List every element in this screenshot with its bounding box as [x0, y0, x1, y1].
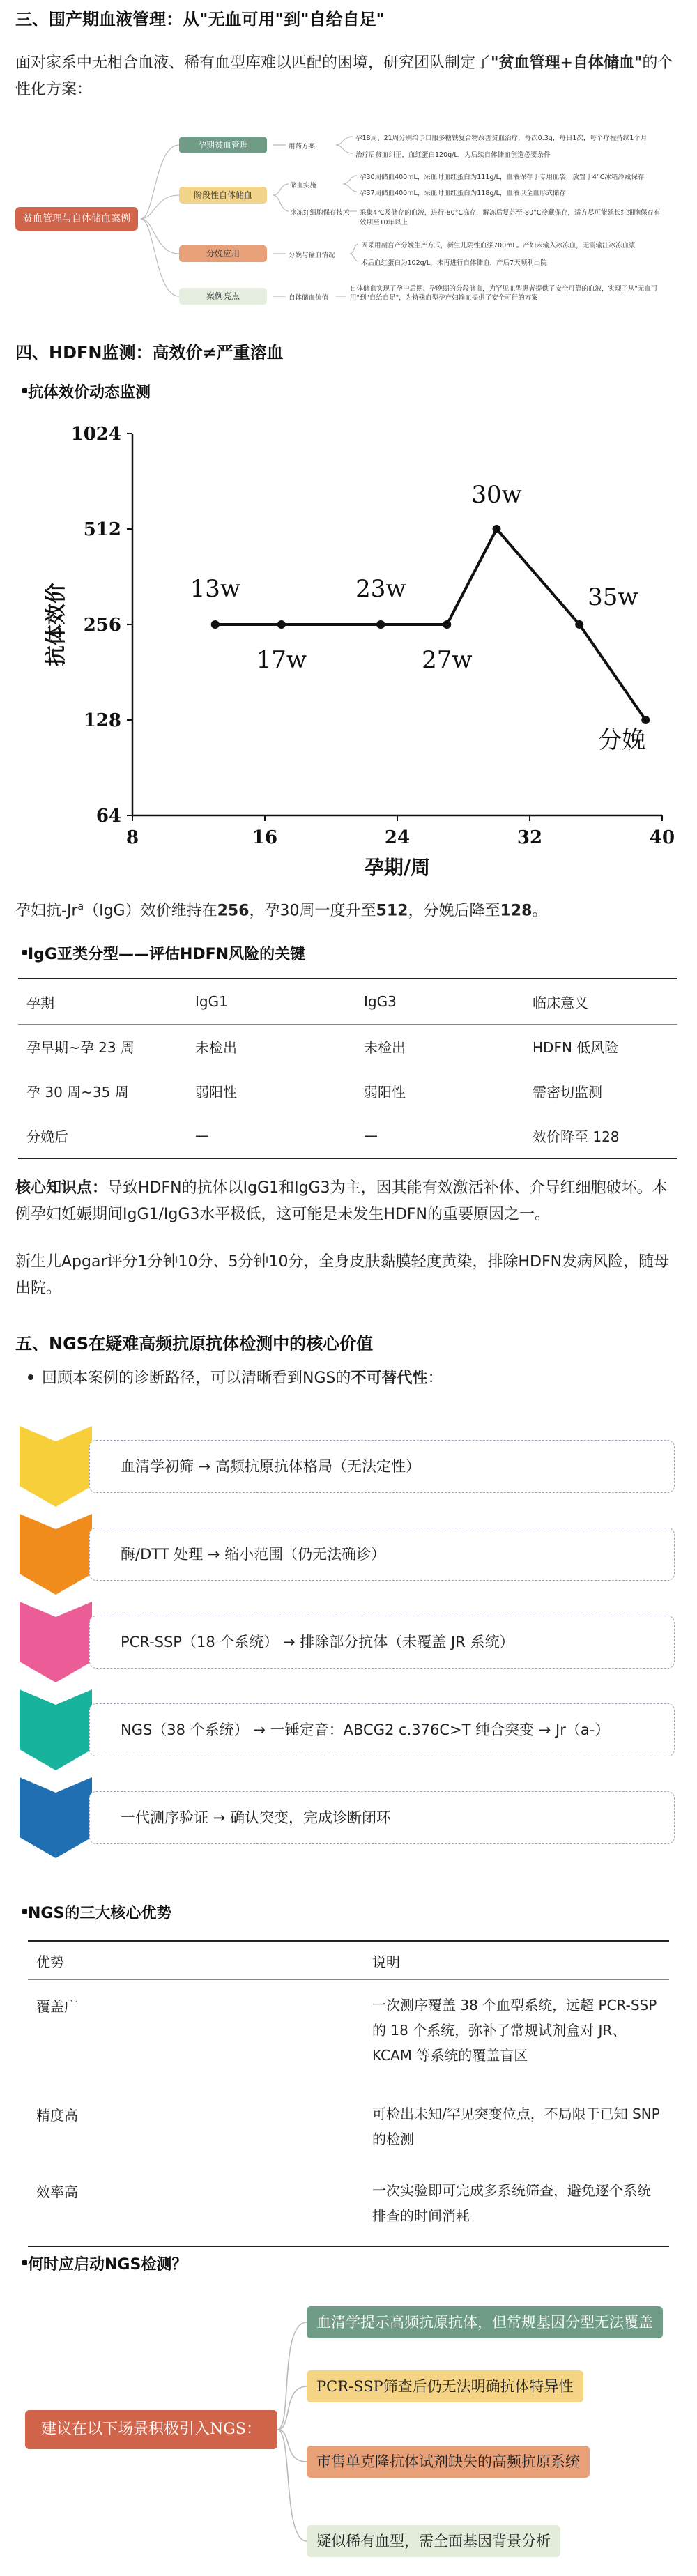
- data-label: 35w: [588, 583, 638, 611]
- summary-sup: a: [77, 901, 84, 912]
- intro-tail: 的个性化方案：: [15, 54, 673, 98]
- blood-management-mindmap: [15, 124, 684, 312]
- chevron-icon: [20, 1426, 92, 1507]
- data-point: [443, 620, 451, 629]
- data-point: [376, 620, 385, 629]
- sub-medication: 用药方案: [289, 143, 316, 151]
- branch-anemia: 孕期贫血管理: [179, 137, 267, 153]
- data-point: [641, 716, 650, 724]
- summary-bold: 512: [376, 902, 408, 920]
- chevron-icon: [20, 1602, 92, 1682]
- igg-cell: 分娩后: [26, 1128, 68, 1145]
- x-tick-label: 32: [516, 827, 543, 848]
- flow-step: [20, 1514, 675, 1595]
- chevron-icon: [20, 1689, 92, 1770]
- mindmap-root: 贫血管理与自体储血案例: [15, 207, 138, 231]
- igg-cell: 效价降至 128: [533, 1128, 620, 1145]
- adv-cell: 可检出未知/罕见突变位点，不局限于已知 SNP 的检测: [372, 2105, 660, 2147]
- flow-text: 酶/DTT 处理 → 缩小范围（仍无法确诊）: [121, 1546, 386, 1563]
- sub-transfusion: 分娩与输血情况: [289, 252, 335, 259]
- trigger-item: 疑似稀有血型，需全面基因背景分析: [307, 2525, 560, 2557]
- trigger-root: 建议在以下场景积极引入NGS：: [25, 2410, 277, 2449]
- y-tick-label: 64: [95, 806, 121, 827]
- summary-text: （IgG）效价维持在: [84, 902, 217, 920]
- igg-cell: 未检出: [364, 1039, 406, 1057]
- sub-value: 自体储血价值: [289, 294, 329, 302]
- leaf-text: 孕37周储血400mL，采血时血红蛋白为118g/L，血液以全血形式储存: [360, 190, 566, 197]
- data-label: 23w: [355, 575, 406, 603]
- data-label: 17w: [256, 646, 307, 674]
- trigger-item: 血清学提示高频抗原抗体，但常规基因分型无法覆盖: [307, 2306, 663, 2338]
- leaf-text: 治疗后贫血纠正，血红蛋白120g/L，为后续自体储血创造必要条件: [355, 151, 551, 159]
- y-tick-label: 1024: [70, 424, 121, 445]
- x-tick-label: 16: [252, 827, 278, 848]
- knowledge-text: 导致HDFN的抗体以IgG1和IgG3为主，因其能有效激活补体、介导红细胞破坏。本例孕妇妊娠期间IgG1/IgG3水平极低，这可能是未发生HDFN的重要原因之一。: [15, 1179, 668, 1223]
- table-row: [28, 2168, 669, 2246]
- titer-summary: [15, 894, 681, 924]
- summary-bold: 256: [217, 902, 250, 920]
- summary-text: ，分娩后降至: [408, 902, 500, 920]
- adv-header: 优势: [28, 1941, 364, 1980]
- leaf-text: 采集4℃及储存的血液，进行-80°C冻存，解冻后复苏至-80°C冷藏保存，适方尽可能延长红细胞保存有效期至10年以上: [360, 209, 661, 227]
- igg-header: IgG3: [355, 979, 524, 1025]
- flow-text: 一代测序验证 → 确认突变，完成诊断闭环: [121, 1809, 391, 1826]
- data-point: [211, 620, 220, 629]
- adv-cell: 一次实验即可完成多系统筛查，避免逐个系统排查的时间消耗: [372, 2182, 651, 2224]
- data-point: [575, 620, 583, 629]
- igg-cell: 弱阳性: [364, 1084, 406, 1101]
- flow-step: [20, 1426, 675, 1507]
- x-axis-label: 孕期/周: [364, 856, 431, 879]
- table-row: [28, 1980, 669, 2092]
- leaf-text: 因采用剖宫产分娩生产方式，新生儿阴性血浆700mL。产妇未输入冰冻血，无需输注冰冻血浆: [361, 242, 636, 250]
- summary-text: 孕妇抗-Jr: [15, 902, 78, 920]
- x-tick-label: 40: [649, 827, 675, 848]
- adv-header: 说明: [364, 1941, 669, 1980]
- flow-box: [89, 1440, 675, 1493]
- data-label: 分娩: [598, 726, 646, 754]
- table-row: [18, 1069, 677, 1114]
- trigger-item: PCR-SSP筛查后仍无法明确抗体特异性: [307, 2370, 583, 2402]
- flow-box: [89, 1616, 675, 1669]
- igg-cell: —: [364, 1127, 378, 1144]
- review-bold: 不可替代性: [351, 1370, 428, 1387]
- flow-box: [89, 1791, 675, 1844]
- leaf-text: 孕18周、21周分别给予口服多糖铁复合物改善贫血治疗，每次0.3g，每日1次，每个疗程持续1个月: [355, 135, 648, 142]
- titer-chart: [35, 418, 683, 879]
- igg-cell: 孕 30 周~35 周: [26, 1084, 129, 1101]
- flow-box: [89, 1528, 675, 1581]
- igg-cell: 弱阳性: [195, 1084, 237, 1101]
- branch-delivery: 分娩应用: [179, 245, 267, 262]
- chart-layer: [44, 424, 675, 879]
- igg-cell: —: [195, 1127, 209, 1144]
- igg-header: 临床意义: [524, 979, 677, 1025]
- table-row: [18, 1025, 677, 1069]
- sub-storage-impl: 储血实施: [290, 182, 317, 190]
- igg-table: [18, 978, 677, 1159]
- flow-text: 血清学初筛 → 高频抗原抗体格局（无法定性）: [121, 1458, 420, 1475]
- data-label: 30w: [471, 481, 522, 509]
- flow-step: [20, 1602, 675, 1682]
- section5-title: 五、NGS在疑难高频抗原抗体检测中的核心价值: [15, 1334, 374, 1354]
- advantages-heading: NGS的三大核心优势: [28, 1901, 171, 1923]
- flow-box: [89, 1703, 675, 1756]
- intro-bold: "贫血管理+自体储血": [491, 54, 643, 72]
- data-point: [277, 620, 286, 629]
- review-text: [42, 1366, 443, 1388]
- summary-text: ，孕30周一度升至: [249, 902, 376, 920]
- branch-highlight: 案例亮点: [179, 288, 267, 305]
- flow-text: PCR-SSP（18 个系统） → 排除部分抗体（未覆盖 JR 系统）: [121, 1634, 514, 1650]
- diagnostic-flow: [0, 1426, 697, 1886]
- adv-cell: 覆盖广: [36, 1998, 78, 2015]
- flow-step: [20, 1689, 675, 1770]
- flow-text: NGS（38 个系统） → 一锤定音：ABCG2 c.376C>T 纯合突变 → Jr（a-）: [121, 1722, 610, 1738]
- knowledge-label: 核心知识点：: [15, 1179, 108, 1197]
- leaf-text: 术后血红蛋白为102g/L，未再进行自体储血，产后7天顺利出院: [361, 259, 547, 267]
- section4-title: 四、HDFN监测：高效价≠严重溶血: [15, 343, 284, 362]
- leaf-text: 自体储血实现了孕中后期、孕晚期的分段储血，为罕见血型患者提供了安全可靠的血液，实现了从"无血可用"到"自给自足"，为特殊血型孕产妇输血提供了安全可行的方案: [350, 285, 658, 302]
- review-end: ：: [427, 1370, 443, 1387]
- leaf-text: 孕30周储血400mL，采血时血红蛋白为111g/L，血液保存于专用血袋，放置于4°C冰箱冷藏保存: [360, 174, 645, 181]
- sub-freeze-tech: 冰冻红细胞保存技术: [290, 209, 350, 217]
- igg-header: 孕期: [18, 979, 187, 1025]
- adv-cell: 效率高: [36, 2183, 78, 2200]
- igg-cell: 需密切监测: [533, 1084, 602, 1101]
- summary-text: 。: [532, 902, 548, 920]
- y-tick-label: 512: [83, 519, 121, 540]
- when-heading: 何时应启动NGS检测？: [28, 2253, 187, 2274]
- x-tick-label: 24: [384, 827, 411, 848]
- chevron-icon: [20, 1514, 92, 1595]
- chevron-icon: [20, 1777, 92, 1858]
- igg-heading: IgG亚类分型——评估HDFN风险的关键: [28, 942, 305, 964]
- adv-cell: 一次测序覆盖 38 个血型系统，远超 PCR-SSP 的 18 个系统，弥补了常规试剂盒对 JR、KCAM 等系统的覆盖盲区: [372, 1997, 657, 2064]
- chart-heading: 抗体效价动态监测: [28, 381, 151, 402]
- igg-header: IgG1: [187, 979, 355, 1025]
- igg-cell: HDFN 低风险: [533, 1039, 619, 1057]
- newborn-outcome: 新生儿Apgar评分1分钟10分、5分钟10分，全身皮肤黏膜轻度黄染，排除HDFN发病风险，随母出院。: [15, 1253, 670, 1297]
- intro-text: 面对家系中无相合血液、稀有血型库难以匹配的困境，研究团队制定了: [15, 54, 491, 72]
- section3-title: 三、围产期血液管理：从"无血可用"到"自给自足": [15, 10, 385, 29]
- flow-step: [20, 1777, 675, 1858]
- data-point: [493, 525, 501, 533]
- igg-cell: 孕早期~孕 23 周: [26, 1039, 135, 1057]
- x-tick-label: 8: [125, 827, 139, 848]
- section3-intro: [15, 50, 681, 103]
- y-axis-label: 抗体效价: [44, 583, 68, 666]
- igg-cell: 未检出: [195, 1039, 237, 1057]
- data-label: 27w: [422, 646, 473, 674]
- data-label: 13w: [190, 575, 240, 603]
- trigger-item: 市售单克隆抗体试剂缺失的高频抗原系统: [307, 2446, 590, 2478]
- knowledge-point: [15, 1175, 681, 1228]
- adv-cell: 精度高: [36, 2106, 78, 2124]
- table-row: [28, 2092, 669, 2168]
- review-pre: 回顾本案例的诊断路径，可以清晰看到NGS的: [42, 1370, 351, 1387]
- branch-storage: 阶段性自体储血: [179, 187, 267, 204]
- table-row: [18, 1114, 677, 1158]
- y-tick-label: 256: [83, 615, 121, 636]
- y-tick-label: 128: [83, 710, 121, 731]
- summary-bold: 128: [500, 902, 533, 920]
- advantages-table: [28, 1940, 669, 2247]
